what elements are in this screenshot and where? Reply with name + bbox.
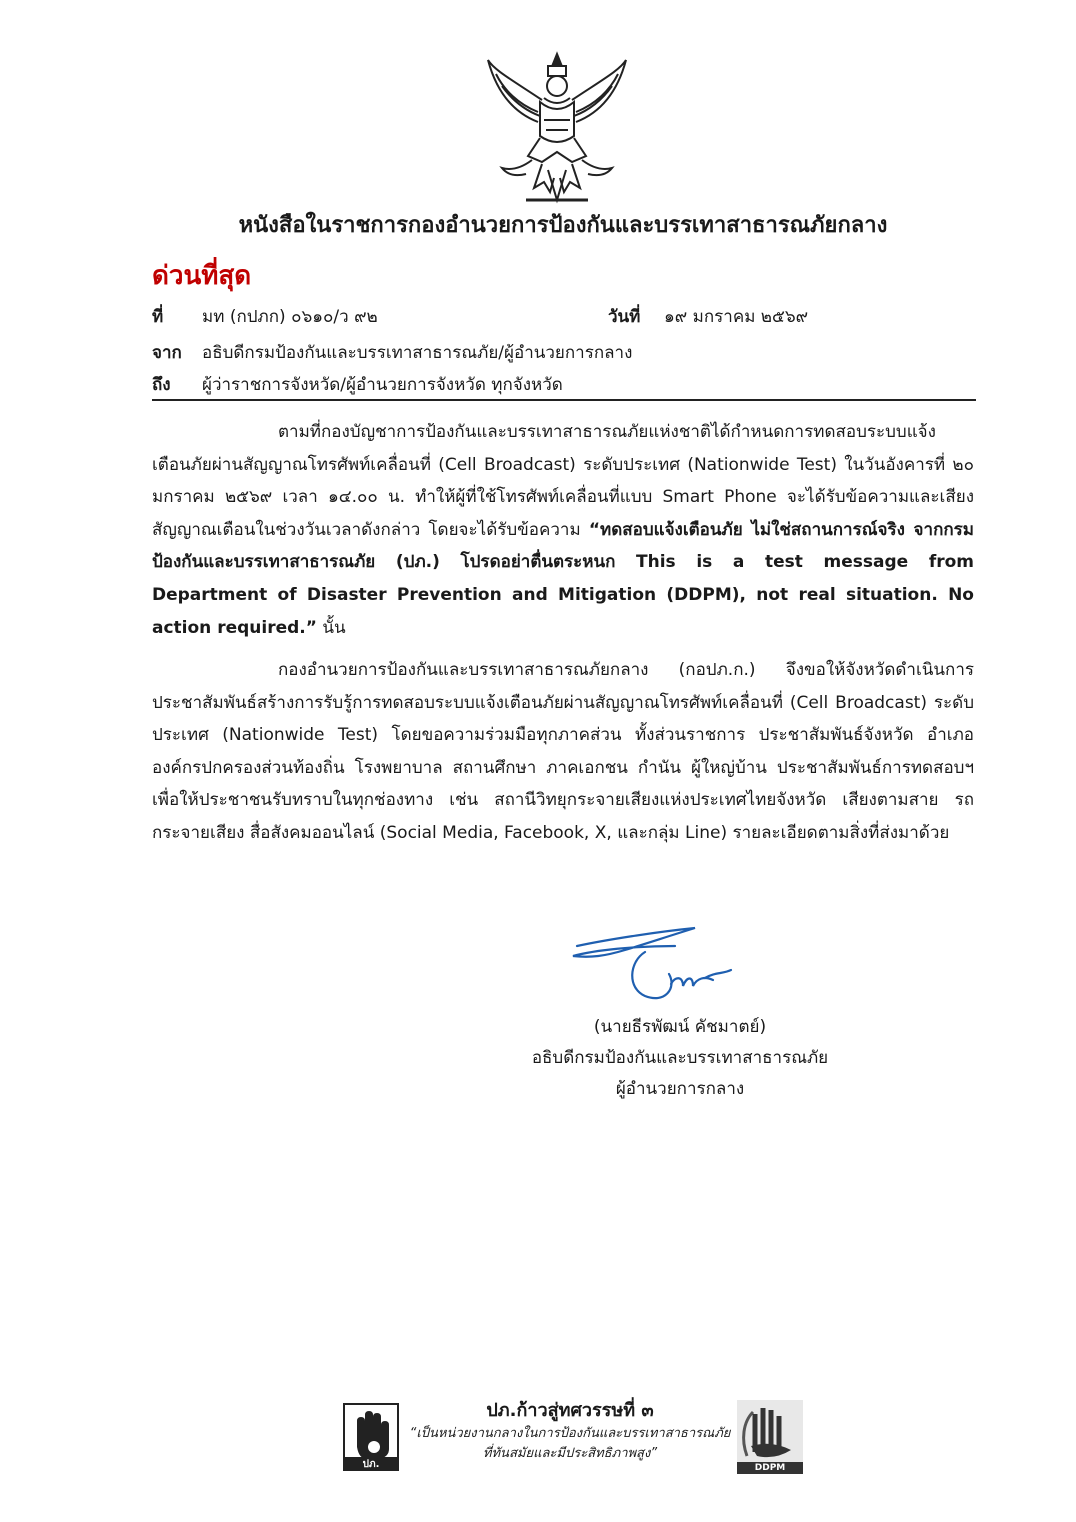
body-paragraph-1 bbox=[152, 416, 974, 644]
urgency-label: ด่วนที่สุด bbox=[152, 261, 252, 291]
signatory-name: (นายธีรพัฒน์ คัชมาตย์) bbox=[593, 1017, 767, 1037]
from-label: จาก bbox=[152, 343, 182, 363]
to-row bbox=[152, 372, 976, 398]
footer-banner bbox=[337, 1398, 987, 1476]
ddpm-emblem-icon bbox=[737, 1400, 803, 1462]
logo-right-text: DDPM bbox=[737, 1462, 803, 1474]
ddpm-logo bbox=[737, 1400, 803, 1474]
from-row bbox=[152, 340, 976, 366]
date-value: ๑๙ มกราคม ๒๕๖๙ bbox=[664, 307, 809, 327]
signatory-position-1: อธิบดีกรมป้องกันและบรรเทาสาธารณภัย bbox=[531, 1048, 829, 1068]
document-title: หนังสือในราชการกองอำนวยการป้องกันและบรรเทาสาธารณภัยกลาง bbox=[238, 213, 888, 238]
from-value: อธิบดีกรมป้องกันและบรรเทาสาธารณภัย/ผู้อำนวยการกลาง bbox=[202, 343, 633, 363]
body-paragraph-2: กองอำนวยการป้องกันและบรรเทาสาธารณภัยกลาง (กอปภ.ก.) จึงขอให้จังหวัดดำเนินการประชาสัมพันธ์สร้างการรับรู้การทดสอบระบบแจ้งเตือนภัยผ่านสัญญาณโทรศัพท์เคลื่อนที่ (Cell Broadcast) ระดับประเทศ (Nationwide Test) โดยขอความร่วมมือทุกภาคส่วน ทั้งส่วนราชการ ประชาสัมพันธ์จังหวัด อำเภอ องค์กรปกครองส่วนท้องถิ่น โรงพยาบาล สถานศึกษา ภาคเอกชน กำนัน ผู้ใหญ่บ้าน ประชาสัมพันธ์การทดสอบฯ เพื่อให้ประชาชนรับทราบในทุกช่องทาง เช่น สถานีวิทยุกระจายเสียงแห่งประเทศไทยจังหวัด เสียงตามสาย รถกระจายเสียง สื่อสังคมออนไลน์ (Social Media, Facebook, X, และกลุ่ม Line) รายละเอียดตามสิ่งที่ส่งมาด้วย bbox=[152, 660, 974, 843]
footer-slogan-title: ปภ.ก้าวสู่ทศวรรษที่ ๓ bbox=[486, 1400, 654, 1421]
footer-slogan-line1: “เป็นหน่วยงานกลางในการป้องกันและบรรเทาสาธารณภัย bbox=[409, 1426, 731, 1441]
ddpm-hand-logo-icon bbox=[343, 1403, 399, 1471]
to-label: ถึง bbox=[152, 375, 171, 395]
to-value: ผู้ว่าราชการจังหวัด/ผู้อำนวยการจังหวัด ทุกจังหวัด bbox=[202, 375, 563, 395]
paragraph-1-end: นั้น bbox=[316, 617, 346, 638]
footer-slogan-line2: ที่ทันสมัยและมีประสิทธิภาพสูง” bbox=[482, 1446, 658, 1461]
header-divider bbox=[152, 399, 976, 401]
reference-number: มท (กปภก) ๐๖๑๐/ว ๙๒ bbox=[202, 307, 378, 327]
logo-left-text: ปภ. bbox=[362, 1459, 380, 1470]
garuda-emblem-icon bbox=[482, 50, 632, 210]
date-label: วันที่ bbox=[608, 307, 641, 327]
reference-label: ที่ bbox=[152, 307, 164, 327]
signature-image bbox=[565, 918, 755, 1013]
test-message-quote: “ทดสอบแจ้งเตือนภัย ไม่ใช่สถานการณ์จริง จากกรมป้องกันและบรรเทาสาธารณภัย (ปภ.) โปรดอย่าตื่นตระหนก This is a test message from Department of Disaster Prevention and Mitigation (DDPM), not real situation. No action required.” bbox=[152, 519, 974, 638]
signatory-position-2: ผู้อำนวยการกลาง bbox=[615, 1079, 745, 1099]
paragraph-1-text: ตามที่กองบัญชาการป้องกันและบรรเทาสาธารณภัยแห่งชาติได้กำหนดการทดสอบระบบแจ้งเตือนภัยผ่านสัญญาณโทรศัพท์เคลื่อนที่ (Cell Broadcast) ระดับประเทศ (Nationwide Test) ในวันอังคารที่ ๒๐ มกราคม ๒๕๖๙ เวลา ๑๔.๐๐ น. ทำให้ผู้ที่ใช้โทรศัพท์เคลื่อนที่แบบ Smart Phone จะได้รับข้อความและเสียงสัญญาณเตือนในช่วงวันเวลาดังกล่าว โดยจะได้รับข้อความ bbox=[152, 422, 974, 540]
reference-row bbox=[152, 304, 976, 330]
